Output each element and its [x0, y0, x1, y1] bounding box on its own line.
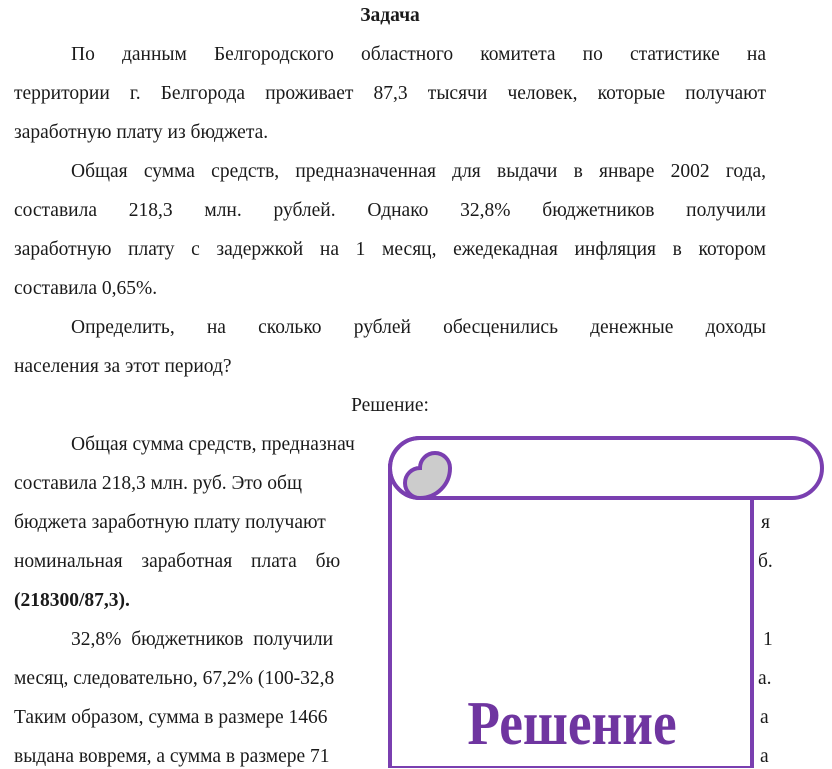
task-line-2: территории г. Белгорода проживает 87,3 тысячи человек, которые получают — [14, 83, 766, 104]
solution-line-3: бюджета заработную плату получают — [14, 512, 326, 533]
right-fragment: я — [761, 512, 770, 533]
right-fragment: 1 — [763, 629, 773, 650]
right-fragment: а — [760, 746, 769, 767]
solution-line-1: Общая сумма средств, предназнач — [71, 434, 355, 455]
solution-line-5: (218300/87,3). — [14, 590, 130, 611]
task-line-9: населения за этот период? — [14, 356, 232, 377]
task-line-3: заработную плату из бюджета. — [14, 122, 269, 143]
solution-heading: Решение: — [351, 395, 429, 416]
task-line-7: составила 0,65%. — [14, 278, 158, 299]
solution-line-4: номинальная заработная плата бю — [14, 551, 341, 572]
solution-line-6: 32,8% бюджетников получили — [71, 629, 334, 650]
task-line-6: заработную плату с задержкой на 1 месяц, ежедекадная инфляция в котором — [14, 239, 766, 260]
solution-line-7: месяц, следовательно, 67,2% (100-32,8 — [14, 668, 335, 689]
solution-line-2: составила 218,3 млн. руб. Это общ — [14, 473, 302, 494]
task-line-4: Общая сумма средств, предназначенная для выдачи в январе 2002 года, — [71, 161, 766, 182]
solution-line-8: Таким образом, сумма в размере 1466 — [14, 707, 328, 728]
solution-scroll-banner — [384, 434, 824, 768]
task-line-5: составила 218,3 млн. рублей. Однако 32,8% бюджетников получили — [14, 200, 766, 221]
task-line-1: По данным Белгородского областного комитета по статистике на — [71, 44, 766, 65]
task-line-8: Определить, на сколько рублей обесценились денежные доходы — [71, 317, 766, 338]
right-fragment: б. — [758, 551, 773, 572]
right-fragment: а — [760, 707, 769, 728]
right-fragment: а. — [758, 668, 772, 689]
solution-line-9: выдана вовремя, а сумма в размере 71 — [14, 746, 330, 767]
task-title: Задача — [360, 5, 420, 26]
scroll-title: Решение — [467, 690, 677, 758]
